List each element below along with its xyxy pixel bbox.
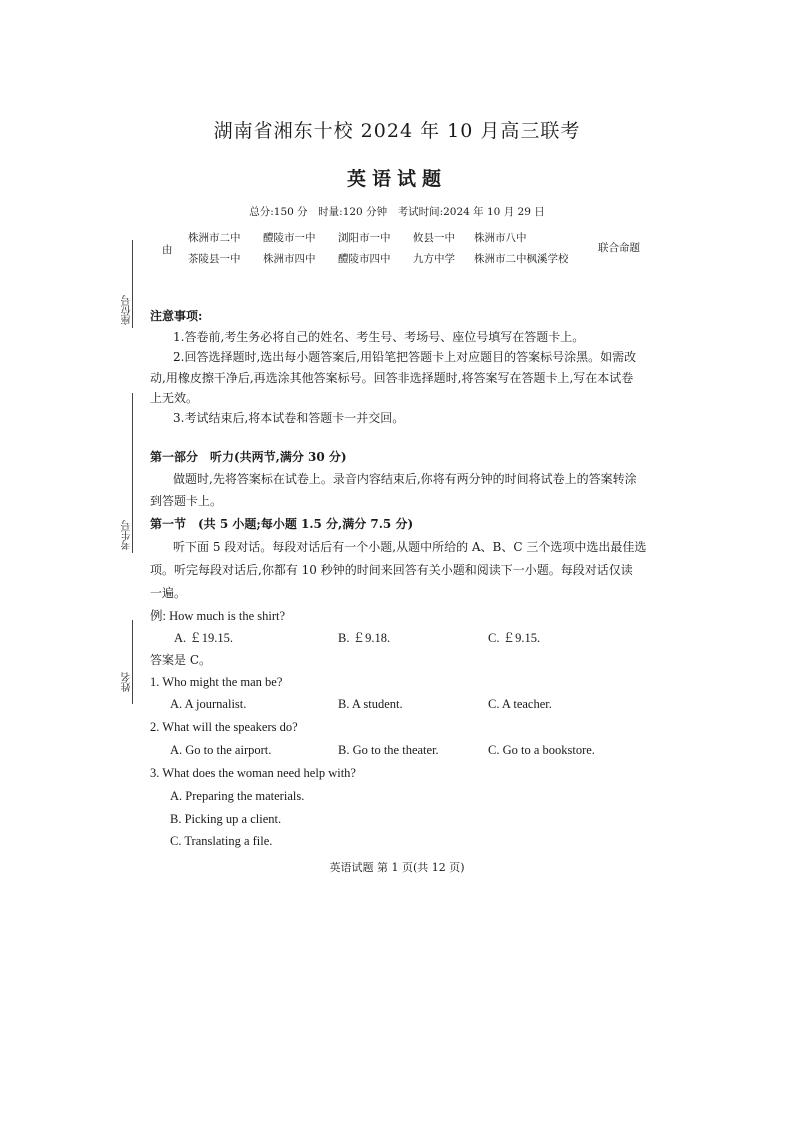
notice-item-3: 3.考试结束后,将本试卷和答题卡一并交回。 xyxy=(173,411,405,425)
q2-option-b: B. Go to the theater. xyxy=(338,743,439,757)
example-question: 例: How much is the shirt? xyxy=(150,609,286,623)
school-row2-5: 株洲市二中枫溪学校 xyxy=(474,253,569,265)
section1-heading: 第一节 (共 5 小题;每小题 1.5 分,满分 7.5 分) xyxy=(150,517,414,531)
q1-option-c: C. A teacher. xyxy=(488,697,552,711)
q3-option-c: C. Translating a file. xyxy=(170,834,273,848)
q3-option-b: B. Picking up a client. xyxy=(170,812,282,826)
exam-meta: 总分:150 分 时量:120 分钟 考试时间:2024 年 10 月 29 日 xyxy=(249,206,545,218)
school-row1-1: 株洲市二中 xyxy=(188,232,241,244)
exam-title: 湖南省湘东十校 2024 年 10 月高三联考 xyxy=(213,120,581,142)
schools-prefix: 由 xyxy=(162,244,173,256)
section1-intro-line3: 一遍。 xyxy=(150,586,187,600)
q1-option-b: B. A student. xyxy=(338,697,403,711)
part1-intro-line1: 做题时,先将答案标在试卷上。录音内容结束后,你将有两分钟的时间将试卷上的答案转涂 xyxy=(173,472,637,486)
seat-label: 座位号 xyxy=(122,295,133,325)
notice-item-2-line1: 2.回答选择题时,选出每小题答案后,用铅笔把答题卡上对应题目的答案标号涂黑。如需改 xyxy=(173,350,637,364)
question-3: 3. What does the woman need help with? xyxy=(150,766,356,780)
exam-no-label: 考生号 xyxy=(122,520,133,550)
school-row2-4: 九方中学 xyxy=(413,253,455,265)
q2-option-c: C. Go to a bookstore. xyxy=(488,743,595,757)
notice-item-2-line2: 动,用橡皮擦干净后,再选涂其他答案标号。回答非选择题时,将答案写在答题卡上,写在本试卷 xyxy=(150,371,634,385)
school-row2-2: 株洲市四中 xyxy=(263,253,316,265)
school-row1-5: 株洲市八中 xyxy=(474,232,527,244)
question-2: 2. What will the speakers do? xyxy=(150,720,298,734)
school-row2-3: 醴陵市四中 xyxy=(338,253,391,265)
schools-suffix: 联合命题 xyxy=(598,242,640,254)
school-row1-2: 醴陵市一中 xyxy=(263,232,316,244)
school-row1-3: 浏阳市一中 xyxy=(338,232,391,244)
q1-option-a: A. A journalist. xyxy=(170,697,247,711)
example-option-b: B. ￡9.18. xyxy=(338,631,391,645)
subject-title: 英语试题 xyxy=(346,168,447,190)
notice-item-1: 1.答卷前,考生务必将自己的姓名、考生号、考场号、座位号填写在答题卡上。 xyxy=(173,330,585,344)
section1-intro-line2: 项。听完每段对话后,你都有 10 秒钟的时间来回答有关小题和阅读下一小题。每段对话仅读 xyxy=(150,563,633,577)
part1-heading: 第一部分 听力(共两节,满分 30 分) xyxy=(150,450,347,464)
section1-intro-line1: 听下面 5 段对话。每段对话后有一个小题,从题中所给的 A、B、C 三个选项中选出最佳选 xyxy=(173,540,647,554)
q2-option-a: A. Go to the airport. xyxy=(170,743,272,757)
example-answer: 答案是 C。 xyxy=(150,653,211,667)
school-row1-4: 攸县一中 xyxy=(413,232,455,244)
part1-intro-line2: 到答题卡上。 xyxy=(150,494,223,508)
name-label: 姓名 xyxy=(122,672,133,692)
notice-heading: 注意事项: xyxy=(150,309,203,323)
q3-option-a: A. Preparing the materials. xyxy=(170,789,305,803)
school-row2-1: 茶陵县一中 xyxy=(188,253,241,265)
example-option-a: A. ￡19.15. xyxy=(174,631,234,645)
example-option-c: C. ￡9.15. xyxy=(488,631,541,645)
notice-item-2-line3: 上无效。 xyxy=(150,391,199,405)
question-1: 1. Who might the man be? xyxy=(150,675,283,689)
page-footer: 英语试题 第 1 页(共 12 页) xyxy=(329,861,465,874)
